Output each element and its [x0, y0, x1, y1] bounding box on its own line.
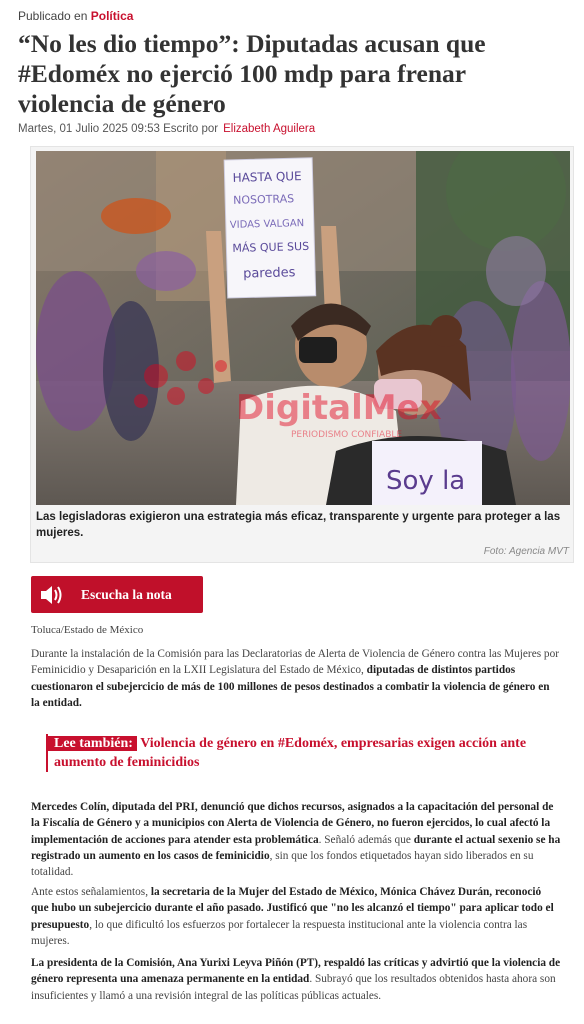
paragraph-3 — [31, 884, 561, 949]
article-figure — [30, 146, 574, 563]
read-also-tag: Lee también: — [48, 736, 137, 751]
p4-text-1: . Subrayó que los resultados obtenidos hasta ahora son insuficientes y llamó a una revisión integral de las políticas públicas actuales. — [31, 973, 556, 1002]
sign-line-2: NOSOTRAS — [233, 192, 295, 207]
p2-text-1: . Señaló además que — [318, 833, 414, 846]
photo-caption: Las legisladoras exigieron una estrategia más eficaz, transparente y urgente para proteger a las mujeres. — [36, 511, 561, 539]
p2-text-2: , sin que los fondos etiquetados hayan sido liberados en su totalidad. — [31, 849, 534, 879]
p2-bold-1: Mercedes Colín, diputada del PRI, denunció que dichos recursos, asignados a la capacitación del personal de la Fiscalía de Género y a municipios con Alerta de Violencia de Género, no fueron ejercidos, lo cual afectó la implementación de acciones para atender esta problemática — [31, 801, 554, 846]
p1-bold: diputadas de distintos partidos cuestionaron el subejercicio de más de 100 millones de pesos destinados a combatir la violencia de género en la entidad. — [31, 664, 550, 709]
read-also-link[interactable]: Violencia de género en #Edoméx, empresarias exigen acción ante aumento de feminicidios — [54, 736, 527, 770]
byline-meta: Martes, 01 Julio 2025 09:53 Escrito por — [18, 123, 219, 135]
section-link[interactable]: Política — [90, 9, 134, 23]
byline — [18, 123, 315, 135]
watermark-tagline: PERIODISMO CONFIABLE — [291, 430, 403, 440]
sign-line-5: paredes — [242, 265, 296, 282]
author-link[interactable]: Elizabeth Aguilera — [223, 123, 316, 135]
kicker-prefix: Publicado en — [18, 9, 88, 23]
listen-button[interactable] — [31, 576, 203, 613]
kicker — [18, 9, 133, 23]
p3-text-2: , lo que dificultó los esfuerzos por fortalecer la respuesta institucional ante la violencia contra las mujeres. — [31, 918, 528, 947]
p2-bold-2: durante el actual sexenio se ha registrado un aumento en los casos de feminicidio — [31, 833, 561, 862]
sign-top — [224, 158, 316, 298]
p1-text: Durante la instalación de la Comisión para las Declaratorias de Alerta de Violencia de Género contra las Mujeres por Feminicidio y Desaparición en la LXII Legislatura del Estado de México, — [31, 648, 559, 677]
sign-line-3: VIDAS VALGAN — [229, 217, 305, 231]
watermark-brand: DigitalMex — [236, 388, 442, 428]
paragraph-4 — [31, 955, 561, 1004]
read-also — [46, 734, 556, 772]
article-photo — [36, 151, 570, 505]
speaker-icon — [39, 584, 65, 606]
photo-credit: Foto: Agencia MVT — [483, 546, 569, 557]
paragraph-2 — [31, 799, 561, 880]
listen-label: Escucha la nota — [81, 586, 172, 602]
sign-line-1: HASTA QUE — [232, 169, 302, 185]
p3-bold-1: la secretaria de la Mujer del Estado de México, Mónica Chávez Durán, reconoció que hubo un subejercicio durante el año pasado. Justificó que "no les alcanzó el tiempo" para aplicar todo el presupuesto — [31, 886, 554, 931]
dateline: Toluca/Estado de México — [31, 624, 144, 636]
sign-bottom-text: Soy la — [386, 466, 466, 496]
sign-line-4: MÁS QUE SUS — [232, 239, 310, 255]
p4-bold-1: La presidenta de la Comisión, Ana Yurixi Leyva Piñón (PT), respaldó las críticas y advirtió que la violencia de género representa una amenaza permanente en la entidad — [31, 957, 561, 986]
article-headline: “No les dio tiempo”: Diputadas acusan que #Edoméx no ejerció 100 mdp para frenar violencia de género — [18, 29, 486, 118]
sign-bottom — [372, 441, 482, 505]
p3-text-1: Ante estos señalamientos, — [31, 886, 151, 898]
paragraph-1 — [31, 646, 561, 711]
